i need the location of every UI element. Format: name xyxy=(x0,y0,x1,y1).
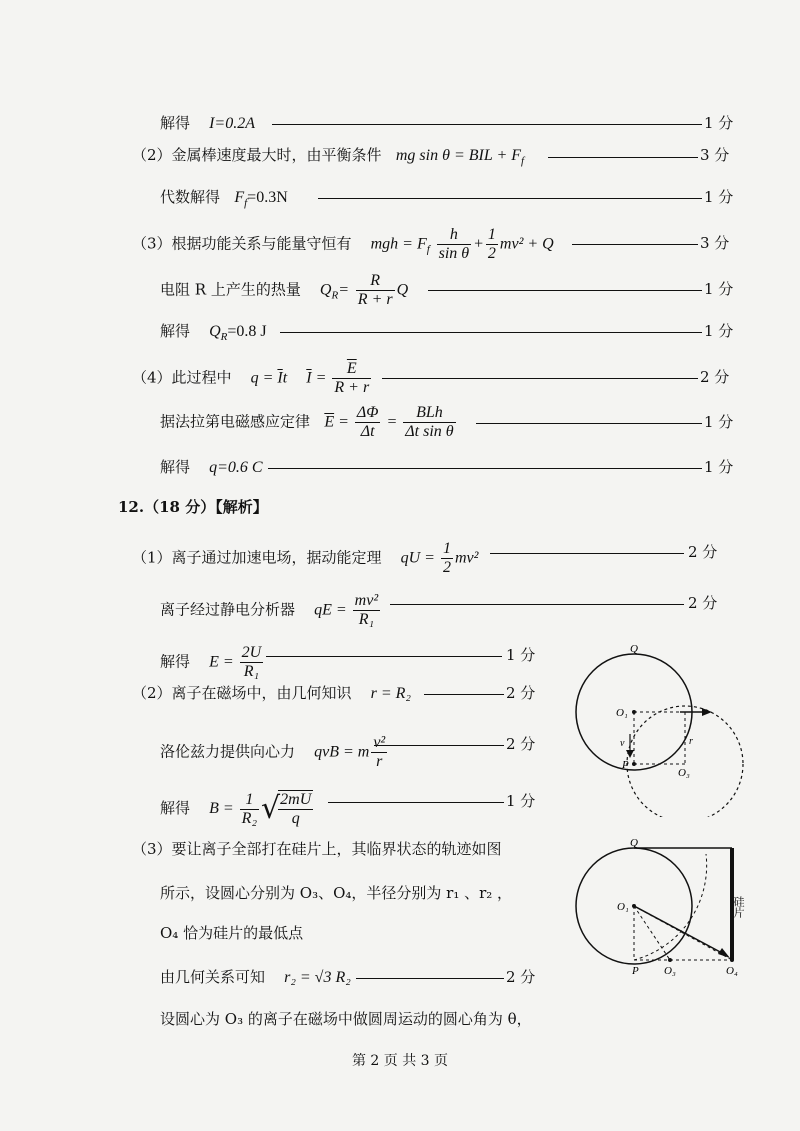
s11-line8: 据法拉第电磁感应定律 $\overline{E}$ = $\frac{\Delta\Phi}{\Delta t}$ = $\frac{\text{BLh}}{\text{Δt sin θ}}$ xyxy=(160,404,454,440)
score: 2 分 xyxy=(700,368,730,386)
center-dot xyxy=(668,958,672,962)
score: 3 分 xyxy=(700,146,730,164)
leader-line xyxy=(490,553,684,554)
s11-line9: 解得 q=0.6 C xyxy=(160,458,263,476)
critical-arc xyxy=(634,854,707,960)
score: 2 分 xyxy=(688,594,718,612)
leader-line xyxy=(318,198,702,199)
s11-line5: 电阻 R 上产生的热量 $Q_R=$ $\frac{R}{R + r}$ Q xyxy=(160,272,409,308)
score: 2 分 xyxy=(506,735,536,753)
label-r: r xyxy=(689,736,693,747)
score: 2 分 xyxy=(506,968,536,986)
leader-line xyxy=(268,468,702,469)
leader-line xyxy=(548,157,698,158)
fraction: $\frac{R}{R + r}$ xyxy=(357,272,393,308)
arrow-right-icon xyxy=(702,708,712,716)
label-Q: Q xyxy=(630,837,638,849)
leader-line xyxy=(572,244,698,245)
score: 1 分 xyxy=(506,792,536,810)
s12-line1: （1）离子通过加速电场，据动能定理 qU = $\frac{1}{2}$ mv² xyxy=(132,540,479,576)
score: 1 分 xyxy=(704,114,734,132)
page-footer: 第 2 页 共 3 页 xyxy=(351,1053,449,1069)
fraction: $\frac{\Delta\Phi}{\Delta t}$ xyxy=(356,404,379,440)
s11-line4: （3）根据功能关系与能量守恒有 mgh = $F_f$ $\frac{h}{\text{sin θ}}$ + $\frac{1}{2}$ mv² + Q xyxy=(132,226,554,262)
score: 1 分 xyxy=(704,322,734,340)
score: 1 分 xyxy=(704,188,734,206)
label-O4: O₄ xyxy=(726,965,738,977)
leader-line xyxy=(280,332,702,333)
center-dot xyxy=(632,904,636,908)
question-12-header: 12.（18 分）【解析】 xyxy=(118,498,268,516)
dashed-line xyxy=(634,906,670,960)
s12-line7: （3）要让离子全部打在硅片上，其临界状态的轨迹如图 xyxy=(132,840,502,858)
s11-line3: 代数解得 $F_f=0.3N$ xyxy=(160,188,288,209)
center-dot xyxy=(632,710,636,714)
s12-line6: 解得 B = $\frac{1}{\text{R₂}}$ √ $\frac{2mU}{q}$ xyxy=(160,790,312,827)
label-O1: O₁ xyxy=(617,901,629,913)
fraction: $\frac{1}{2}$ xyxy=(442,540,451,576)
s12-line11: 设圆心为 O₃ 的离子在磁场中做圆周运动的圆心角为 θ， xyxy=(160,1010,532,1028)
fraction: $\frac{\text{mv²}}{\text{R₁}}$ xyxy=(354,592,379,628)
label-v: v xyxy=(620,738,625,749)
label-Q: Q xyxy=(630,643,638,655)
s11-line7: （4）此过程中 $q = \overline{I}t$ $\overline{I}$ = $\frac{\overline{E}}{R + r}$ xyxy=(132,360,370,396)
score: 3 分 xyxy=(700,234,730,252)
center-dot xyxy=(730,958,734,962)
figure-magnetic-field-trajectory xyxy=(570,642,750,817)
leader-line xyxy=(428,290,702,291)
label-P: P xyxy=(632,965,639,977)
leader-line xyxy=(356,978,504,979)
fraction: $\frac{\text{v²}}{r}$ xyxy=(373,734,386,770)
s12-line4: （2）离子在磁场中，由几何知识 r = R₂ xyxy=(132,684,411,702)
leader-line xyxy=(476,423,702,424)
fraction: $\frac{1}{2}$ xyxy=(487,226,496,262)
fraction: $\frac{\text{BLh}}{\text{Δt sin θ}}$ xyxy=(405,404,454,440)
s12-line3: 解得 E = $\frac{2U}{\text{R₁}}$ xyxy=(160,644,262,680)
s11-line6: 解得 $Q_R=0.8$ J xyxy=(160,322,267,343)
leader-line xyxy=(374,745,504,746)
fraction: $\frac{\overline{E}}{R + r}$ xyxy=(334,360,370,396)
leader-line xyxy=(424,694,504,695)
score: 2 分 xyxy=(506,684,536,702)
point-dot xyxy=(632,762,636,766)
fraction: $\frac{h}{\text{sin θ}}$ xyxy=(438,226,470,262)
fraction: $\frac{1}{\text{R₂}}$ xyxy=(241,790,258,827)
score: 2 分 xyxy=(688,543,718,561)
fraction: $\frac{2mU}{q}$ xyxy=(280,791,312,827)
arrow-icon xyxy=(718,948,730,958)
label-O3: O₃ xyxy=(664,965,676,977)
velocity-line xyxy=(634,906,724,954)
sqrt-sign: √ xyxy=(261,791,281,826)
s11-line2: （2）金属棒速度最大时，由平衡条件 mg sin θ = BIL + $F_f$ xyxy=(132,146,525,167)
score: 1 分 xyxy=(704,458,734,476)
fraction: $\frac{2U}{\text{R₁}}$ xyxy=(241,644,262,680)
label-silicon-plate: 硅片 xyxy=(732,896,744,918)
score: 1 分 xyxy=(704,280,734,298)
label-P: P xyxy=(622,759,629,771)
score: 1 分 xyxy=(704,413,734,431)
s12-line9: O₄ 恰为硅片的最低点 xyxy=(160,924,304,942)
score: 1 分 xyxy=(506,646,536,664)
label-O3: O₃ xyxy=(678,767,690,779)
leader-line xyxy=(328,802,504,803)
leader-line xyxy=(272,124,702,125)
figure-silicon-plate xyxy=(570,836,770,986)
s12-line2: 离子经过静电分析器 qE = $\frac{\text{mv²}}{\text{R₁}}$ xyxy=(160,592,379,628)
leader-line xyxy=(266,656,502,657)
arrow-down-icon xyxy=(626,750,634,758)
label-O1: O₁ xyxy=(616,707,628,719)
s12-line10: 由几何关系可知 r₂ = √3 R₂ xyxy=(160,968,351,986)
s12-line5: 洛伦兹力提供向心力 qvB = m $\frac{\text{v²}}{r}$ xyxy=(160,734,386,770)
s11-line1: 解得 I=0.2A xyxy=(160,114,255,132)
leader-line xyxy=(382,378,698,379)
leader-line xyxy=(390,604,684,605)
s12-line8: 所示，设圆心分别为 O₃、O₄，半径分别为 r₁ 、r₂ ， xyxy=(160,884,513,902)
